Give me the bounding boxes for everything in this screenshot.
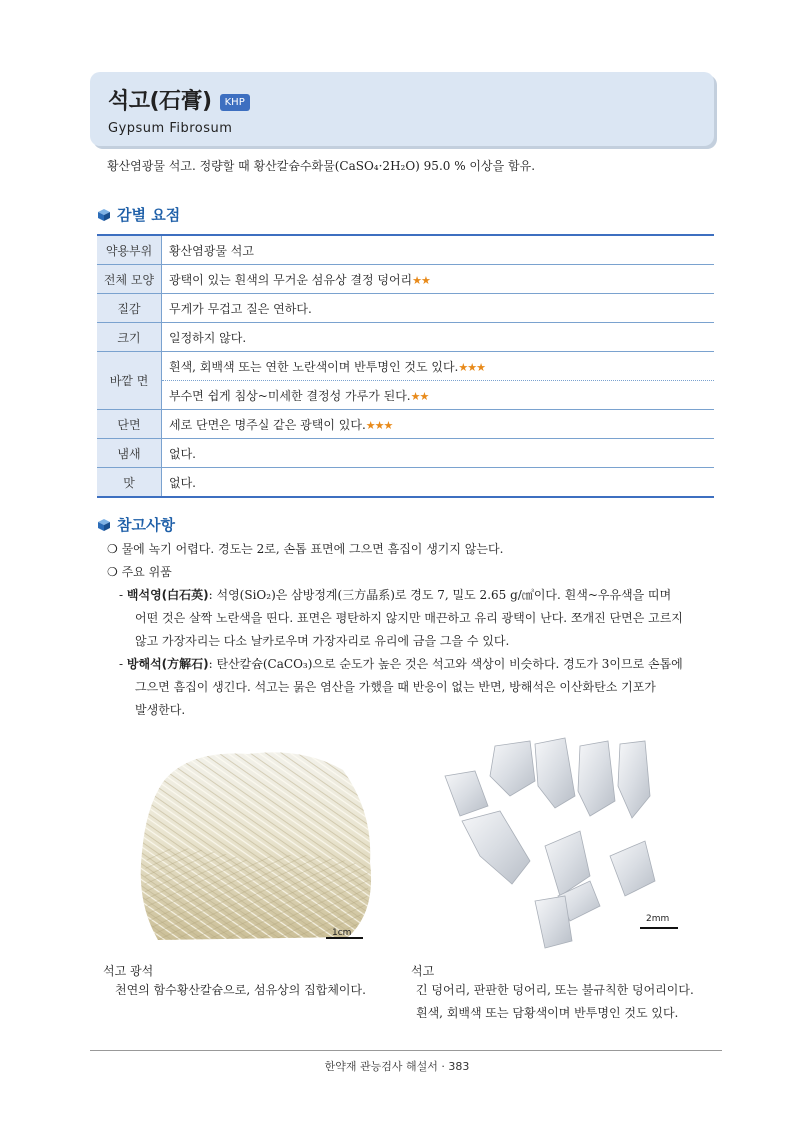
row-value: 일정하지 않다. — [162, 323, 715, 352]
table-row — [97, 323, 714, 352]
row-value: 광택이 있는 흰색의 무거운 섬유상 결정 덩어리★★ — [162, 265, 715, 294]
note-item: ❍ 물에 녹기 어렵다. 경도는 2로, 손톱 표면에 그으면 흠집이 생기지 않는다. — [107, 542, 504, 556]
caption-title-gypsum: 석고 — [411, 964, 435, 978]
table-row — [97, 439, 714, 468]
title-box — [90, 72, 714, 146]
khp-badge: KHP — [220, 94, 250, 111]
table-row — [97, 468, 714, 498]
row-label: 맛 — [97, 468, 162, 498]
table-row — [97, 265, 714, 294]
row-label: 질감 — [97, 294, 162, 323]
caption-text-gypsum: 긴 덩어리, 판판한 덩어리, 또는 불규칙한 덩어리이다. 흰색, 회백색 또는 담황색이며 반투명인 것도 있다. — [416, 983, 694, 1020]
star-rating: ★★★ — [458, 360, 485, 374]
caption-text-ore: 천연의 함수황산칼슘으로, 섬유상의 집합체이다. — [115, 983, 366, 997]
row-value: 부수면 쉽게 침상~미세한 결정성 가루가 된다.★★ — [162, 381, 715, 410]
gypsum-ore-photo — [128, 742, 378, 947]
note-item: ❍ 주요 위품 — [107, 565, 172, 579]
page-number: 383 — [448, 1060, 470, 1073]
sub-item-calcite: - 방해석(方解石): 탄산칼슘(CaCO₃)으로 순도가 높은 것은 석고와 색상이 비슷하다. 경도가 3이므로 손톱에 그으면 흠집이 생긴다. 석고는 묽은 염산을 가했을 때 반응이 없는 반면, 방해석은 이산화탄소 기포가 발생한다. — [119, 657, 683, 717]
row-value: 세로 단면은 명주실 같은 광택이 있다.★★★ — [162, 410, 715, 439]
bullet-icon: ❍ — [107, 565, 118, 579]
star-rating: ★★ — [412, 273, 430, 287]
table-row — [97, 294, 714, 323]
row-label: 바깥 면 — [97, 352, 162, 410]
row-label: 냄새 — [97, 439, 162, 468]
row-value: 황산염광물 석고 — [162, 235, 715, 265]
page-title: 석고(石膏) KHP — [108, 84, 250, 115]
table-row — [97, 235, 714, 265]
caption-title-ore: 석고 광석 — [103, 964, 154, 978]
scale-label-2mm: 2mm — [646, 914, 670, 924]
scale-label-1cm: 1cm — [332, 928, 352, 938]
intro-text: 황산염광물 석고. 정량할 때 황산칼슘수화물(CaSO₄·2H₂O) 95.0 % 이상을 함유. — [107, 159, 536, 173]
row-label: 크기 — [97, 323, 162, 352]
section-heading-identification: 감별 요점 — [97, 204, 180, 225]
row-label: 전체 모양 — [97, 265, 162, 294]
footer-divider — [90, 1050, 722, 1051]
table-row — [97, 381, 714, 410]
section-heading-notes: 참고사항 — [97, 514, 175, 535]
row-value: 없다. — [162, 468, 715, 498]
cube-icon — [97, 208, 111, 222]
row-label: 단면 — [97, 410, 162, 439]
row-value: 무게가 무겁고 질은 연하다. — [162, 294, 715, 323]
row-value: 흰색, 회백색 또는 연한 노란색이며 반투명인 것도 있다.★★★ — [162, 352, 715, 381]
latin-name: Gypsum Fibrosum — [108, 121, 233, 136]
identification-table — [97, 234, 714, 498]
sub-item-quartz: - 백석영(白石英): 석영(SiO₂)은 삼방정계(三方晶系)로 경도 7, 밀도 2.65 g/㎤이다. 흰색~우유색을 띠며 어떤 것은 살짝 노란색을 띤다. 표면은 평탄하지 않지만 매끈하고 유리 광택이 난다. 쪼개진 단면은 고르지 않고 가장자리는 다소 날카로우며 가장자리로 유리에 금을 그을 수 있다. — [119, 588, 683, 648]
table-row — [97, 410, 714, 439]
star-rating: ★★ — [410, 389, 429, 403]
cube-icon — [97, 518, 111, 532]
table-row — [97, 352, 714, 381]
row-value: 없다. — [162, 439, 715, 468]
bullet-icon: ❍ — [107, 542, 118, 556]
row-label: 약용부위 — [97, 235, 162, 265]
star-rating: ★★★ — [365, 418, 393, 432]
page-footer: 한약재 관능검사 해설서 · 383 — [324, 1060, 470, 1073]
